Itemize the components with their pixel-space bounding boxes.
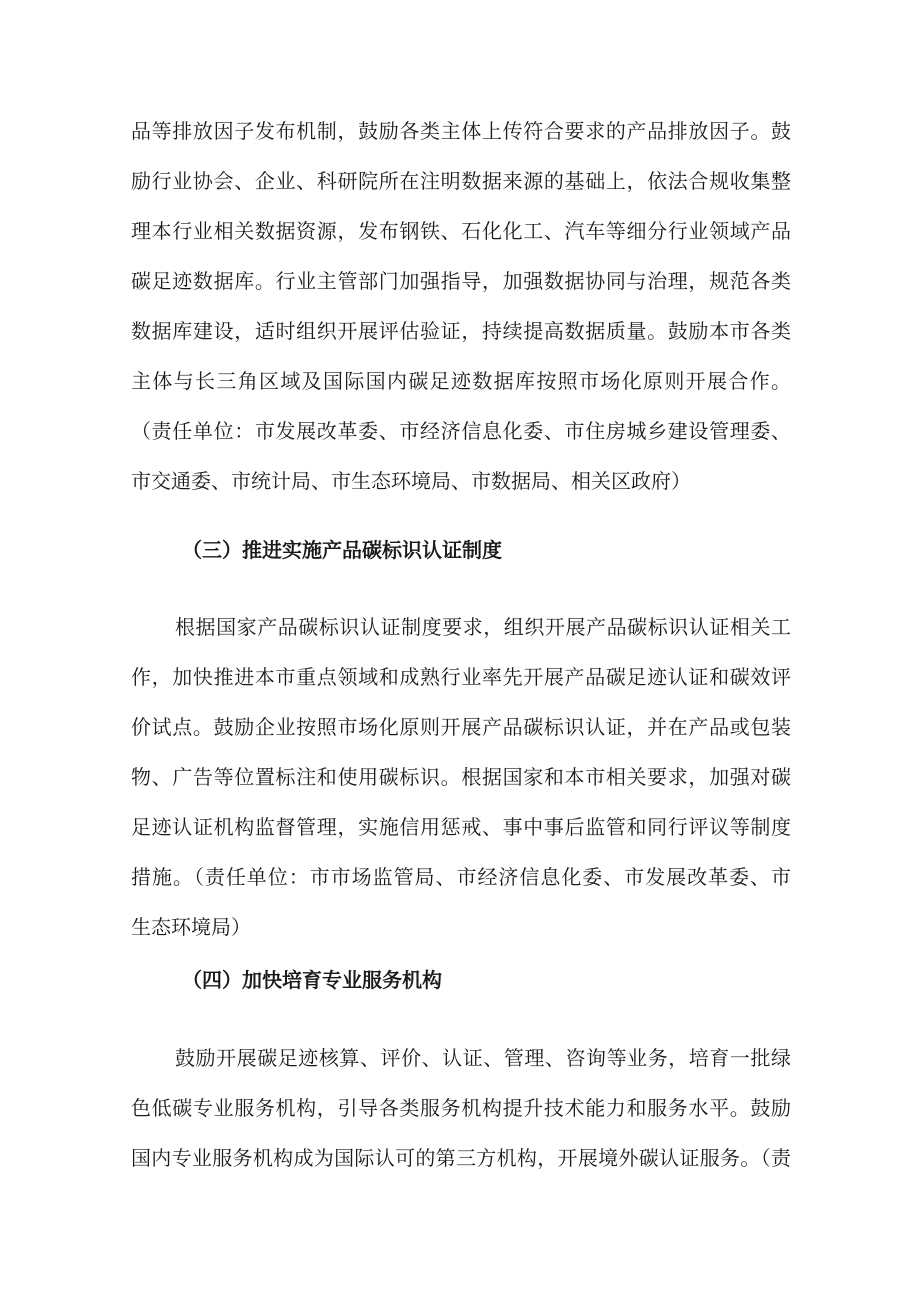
paragraph-line: 品等排放因子发布机制，鼓励各类主体上传符合要求的产品排放因子。鼓	[131, 119, 791, 143]
paragraph-line: 国内专业服务机构成为国际认可的第三方机构，开展境外碳认证服务。（责	[131, 1146, 791, 1170]
paragraph-line: 物、广告等位置标注和使用碳标识。根据国家和本市相关要求，加强对碳	[131, 765, 791, 789]
paragraph-line: 作，加快推进本市重点领域和成熟行业率先开展产品碳足迹认证和碳效评	[131, 665, 791, 689]
paragraph-line: 理本行业相关数据资源，发布钢铁、石化化工、汽车等细分行业领域产品	[131, 219, 791, 243]
paragraph-line: 市交通委、市统计局、市生态环境局、市数据局、相关区政府）	[131, 469, 691, 493]
paragraph-line: 足迹认证机构监督管理，实施信用惩戒、事中事后监管和同行评议等制度	[131, 815, 791, 839]
paragraph-line: 价试点。鼓励企业按照市场化原则开展产品碳标识认证，并在产品或包装	[131, 715, 791, 739]
paragraph-line: 励行业协会、企业、科研院所在注明数据来源的基础上，依法合规收集整	[131, 169, 791, 193]
paragraph-line: 措施。（责任单位：市市场监管局、市经济信息化委、市发展改革委、市	[131, 865, 791, 889]
paragraph-line: 主体与长三角区域及国际国内碳足迹数据库按照市场化原则开展合作。	[131, 369, 791, 393]
paragraph-line: 数据库建设，适时组织开展评估验证，持续提高数据质量。鼓励本市各类	[131, 319, 791, 343]
paragraph-line: 色低碳专业服务机构，引导各类服务机构提升技术能力和服务水平。鼓励	[131, 1096, 791, 1120]
paragraph-line: 鼓励开展碳足迹核算、评价、认证、管理、咨询等业务，培育一批绿	[175, 1046, 791, 1070]
section-heading: （三）推进实施产品碳标识认证制度	[182, 538, 502, 562]
section-heading: （四）加快培育专业服务机构	[182, 968, 442, 992]
paragraph-line: 碳足迹数据库。行业主管部门加强指导，加强数据协同与治理，规范各类	[131, 269, 791, 293]
paragraph-line: 生态环境局）	[131, 915, 251, 939]
paragraph-line: 根据国家产品碳标识认证制度要求，组织开展产品碳标识认证相关工	[175, 615, 791, 639]
paragraph-line: （责任单位：市发展改革委、市经济信息化委、市住房城乡建设管理委、	[131, 419, 791, 443]
